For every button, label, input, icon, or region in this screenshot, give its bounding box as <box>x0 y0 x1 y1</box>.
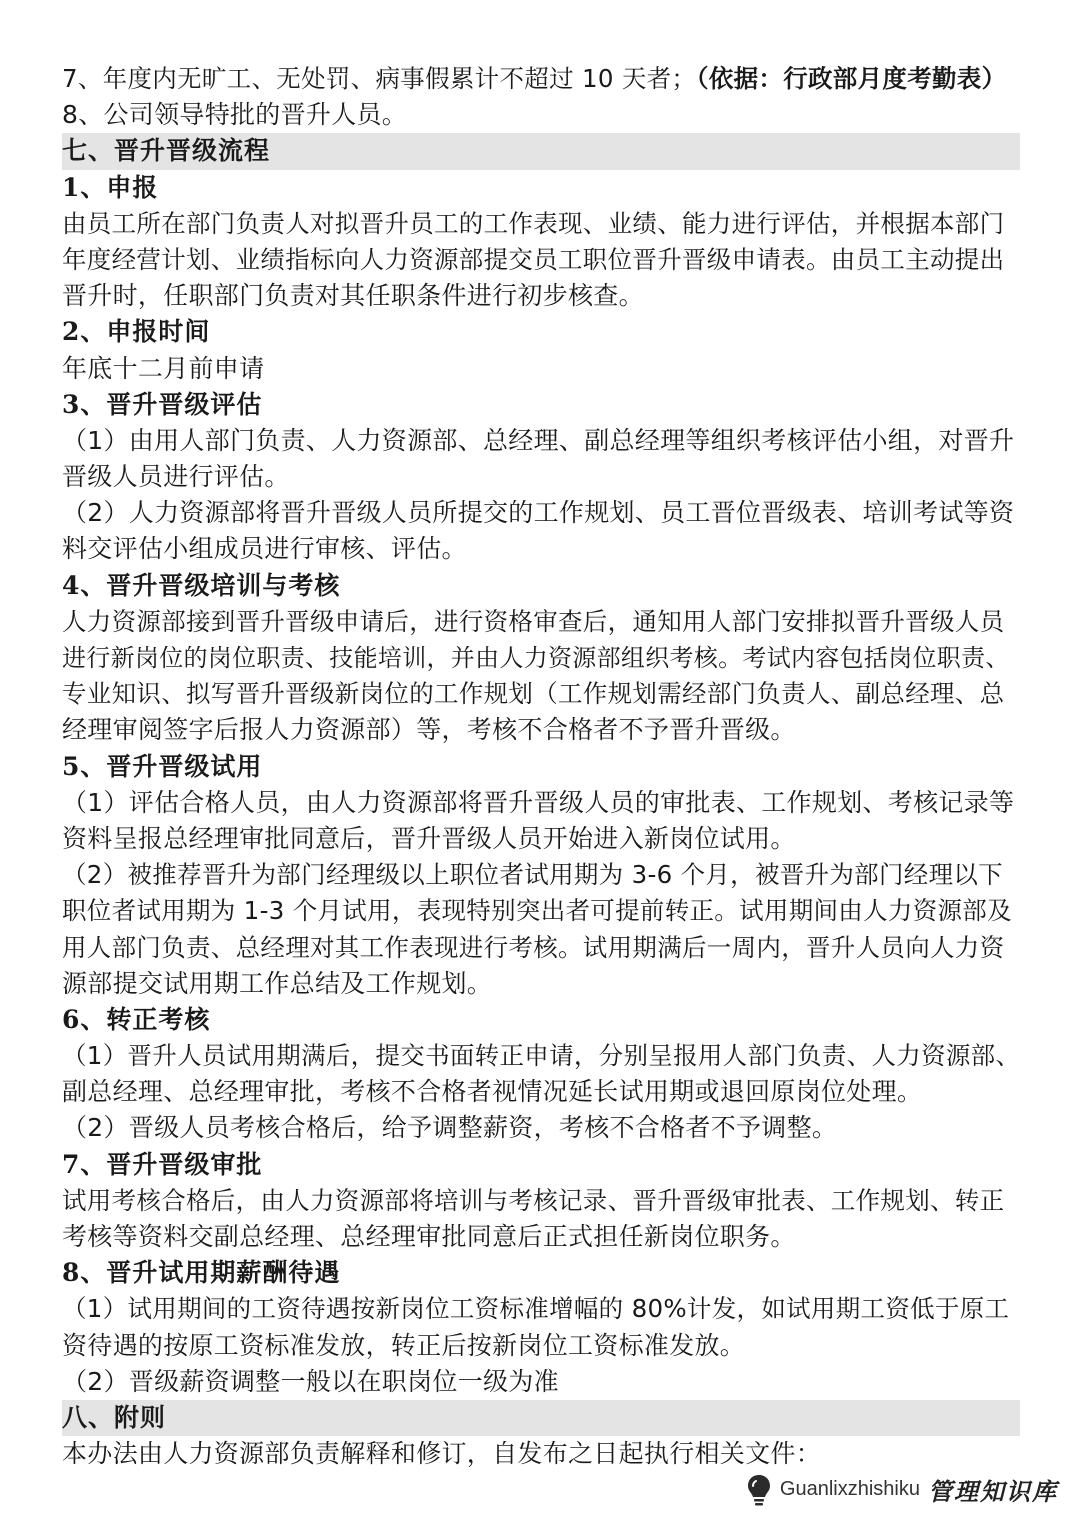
paragraph-line: 8、公司领导特批的晋升人员。 <box>62 100 408 130</box>
section-heading: 八、附则 <box>62 1400 1020 1436</box>
paragraph-line: 年底十二月前申请 <box>62 353 265 383</box>
line-emphasis-text: （依据：行政部月度考勤表） <box>696 64 1007 93</box>
subsection-heading: 5、晋升晋级试用 <box>62 751 263 781</box>
paragraph-line: 晋升时，任职部门负责对其任职条件进行初步核查。 <box>62 281 644 311</box>
paragraph-line: 进行新岗位的岗位职责、技能培训，并由人力资源部组织考核。考试内容包括岗位职责、 <box>62 644 1010 672</box>
paragraph-line: 用人部门负责、总经理对其工作表现进行考核。试用期满后一周内，晋升人员向人力资 <box>62 932 1005 962</box>
paragraph-line: 资料呈报总经理审批同意后，晋升晋级人员开始进入新岗位试用。 <box>62 823 796 853</box>
document-body <box>62 61 1020 1472</box>
paragraph-line: 副总经理、总经理审批，考核不合格者视情况延长试用期或退回原岗位处理。 <box>62 1077 923 1107</box>
paragraph-line: 经理审阅签字后报人力资源部）等，考核不合格者不予晋升晋级。 <box>62 715 796 745</box>
subsection-heading: 1、申报 <box>62 172 159 202</box>
paragraph-line: 资待遇的按原工资标准发放，转正后按新岗位工资标准发放。 <box>62 1330 746 1360</box>
paragraph-line: （2）人力资源部将晋升晋级人员所提交的工作规划、员工晋位晋级表、培训考试等资 <box>62 498 1015 528</box>
line-text: 7、年度内无旷工、无处罚、病事假累计不超过 10 天者； <box>62 64 697 93</box>
paragraph-line: （1）晋升人员试用期满后，提交书面转正申请，分别呈报用人部门负责、人力资源部、 <box>62 1041 1020 1071</box>
subsection-heading: 6、转正考核 <box>62 1004 211 1034</box>
paragraph-line: 由员工所在部门负责人对拟晋升员工的工作表现、业绩、能力进行评估，并根据本部门 <box>62 208 1005 238</box>
watermark-latin-text: Guanlixzhishiku <box>779 1478 920 1500</box>
paragraph-line: （2）晋级薪资调整一般以在职岗位一级为准 <box>62 1366 559 1396</box>
paragraph-line: 考核等资料交副总经理、总经理审批同意后正式担任新岗位职务。 <box>62 1222 796 1251</box>
paragraph-line: （2）晋级人员考核合格后，给予调整薪资，考核不合格者不予调整。 <box>62 1113 838 1143</box>
subsection-heading: 4、晋升晋级培训与考核 <box>62 570 341 600</box>
paragraph-line: （1）由用人部门负责、人力资源部、总经理、副总经理等组织考核评估小组，对晋升 <box>62 425 1015 455</box>
paragraph-line: 人力资源部接到晋升晋级申请后，进行资格审查后，通知用人部门安排拟晋升晋级人员 <box>62 606 1005 636</box>
paragraph-line: 晋级人员进行评估。 <box>62 462 290 492</box>
paragraph-line: 本办法由人力资源部负责解释和修订，自发布之日起执行相关文件： <box>62 1439 822 1469</box>
paragraph-line: 料交评估小组成员进行审核、评估。 <box>62 534 467 564</box>
watermark-chinese-text: 管理知识库 <box>928 1477 1058 1506</box>
paragraph-line: 源部提交试用期工作总结及工作规划。 <box>62 968 493 998</box>
paragraph-line: （1）评估合格人员，由人力资源部将晋升晋级人员的审批表、工作规划、考核记录等 <box>62 787 1015 817</box>
subsection-heading: 8、晋升试用期薪酬待遇 <box>62 1258 341 1288</box>
paragraph-line: （1）试用期间的工资待遇按新岗位工资标准增幅的 80%计发，如试用期工资低于原工 <box>62 1294 1010 1324</box>
paragraph-line <box>62 61 1020 97</box>
watermark <box>746 1472 1058 1507</box>
paragraph-line: 年度经营计划、业绩指标向人力资源部提交员工职位晋升晋级申请表。由员工主动提出 <box>62 244 1005 274</box>
section-heading: 七、晋升晋级流程 <box>62 133 1020 169</box>
paragraph-line: （2）被推荐晋升为部门经理级以上职位者试用期为 3-6 个月，被晋升为部门经理以下 <box>62 860 1003 890</box>
paragraph-line: 专业知识、拟写晋升晋级新岗位的工作规划（工作规划需经部门负责人、副总经理、总 <box>62 679 1005 709</box>
lightbulb-icon <box>746 1473 772 1507</box>
paragraph-line: 试用考核合格后，由人力资源部将培训与考核记录、晋升晋级审批表、工作规划、转正 <box>62 1185 1005 1215</box>
subsection-heading: 2、申报时间 <box>62 317 211 347</box>
subsection-heading: 3、晋升晋级评估 <box>62 389 263 419</box>
subsection-heading: 7、晋升晋级审批 <box>62 1149 263 1179</box>
paragraph-line: 职位者试用期为 1-3 个月试用，表现特别突出者可提前转正。试用期间由人力资源部及 <box>62 896 1012 926</box>
